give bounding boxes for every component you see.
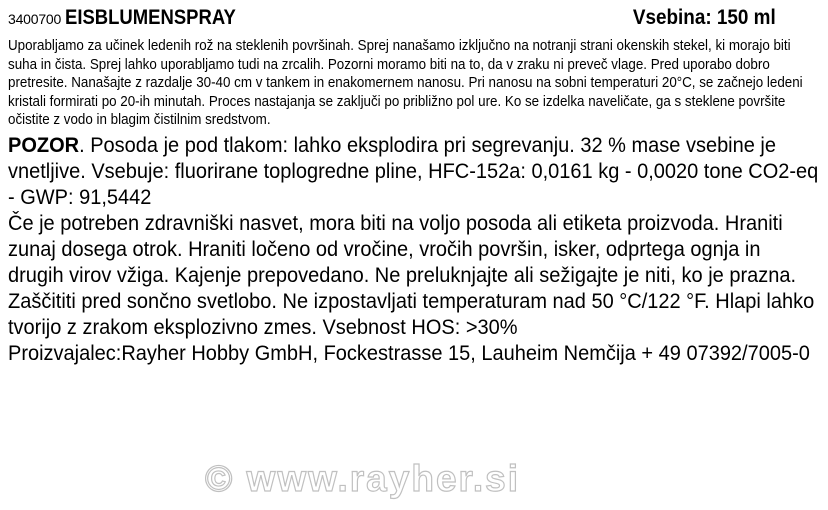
label-header — [8, 6, 820, 36]
product-code: 3400700 — [8, 11, 62, 27]
warning-label: POZOR — [8, 132, 80, 157]
manufacturer-info: Proizvajalec:Rayher Hobby GmbH, Fockestrasse 15, Lauheim Nemčija + 49 07392/7005-0 — [8, 340, 810, 365]
product-title: EISBLUMENSPRAY — [65, 6, 236, 29]
hazard-text: . Posoda je pod tlakom: lahko eksplodira pri segrevanju. 32 % mase vsebine je vnetljive. Vsebuje: fluorirane toplogredne pline, HFC-152a: 0,0161 kg - 0,0020 tone CO2-eq - GWP: 91,5442 — [8, 132, 819, 209]
usage-instructions: Uporabljamo za učinek ledenih rož na steklenih površinah. Sprej nanašamo izključno na notranji strani okenskih stekel, ki morajo biti suha in čista. Sprej lahko uporabljamo tudi na zrcalih. Pozorni moramo biti na to, da v zraku ni preveč vlage. Pred uporabo dobro pretresite. Nanašajte z razdalje 30-40 cm v tankem in enakomernem nanosu. Pri nanosu na sobni temperaturi 20°C, se začnejo ledeni kristali formirati po 20-ih minutah. Proces nastajanja se zaključi po približno pol ure. Ko se izdelka naveličate, ga s steklene površite očistite z vodo in blagim čistilnim sredstvom. — [8, 38, 803, 128]
product-volume: Vsebina: 150 ml — [633, 6, 776, 29]
copyright-watermark: © www.rayher.si — [205, 458, 521, 499]
precautionary-statements: Če je potreben zdravniški nasvet, mora biti na voljo posoda ali etiketa proizvoda. Hraniti zunaj dosega otrok. Hraniti ločeno od vročine, vročih površin, isker, odprtega ognja in drugih virov vžiga. Kajenje prepovedano. Ne preluknjajte ali sežigajte je niti, ko je prazna. Zaščititi pred sončno svetlobo. Ne izpostavljati temperaturam nad 50 °C/122 °F. Hlapi lahko tvorijo z zrakom eksplozivno zmes. Vsebnost HOS: >30% — [8, 210, 815, 339]
warning-section — [8, 132, 820, 366]
header-left — [8, 6, 259, 30]
hazard-statement — [8, 132, 820, 210]
product-label — [8, 6, 820, 506]
